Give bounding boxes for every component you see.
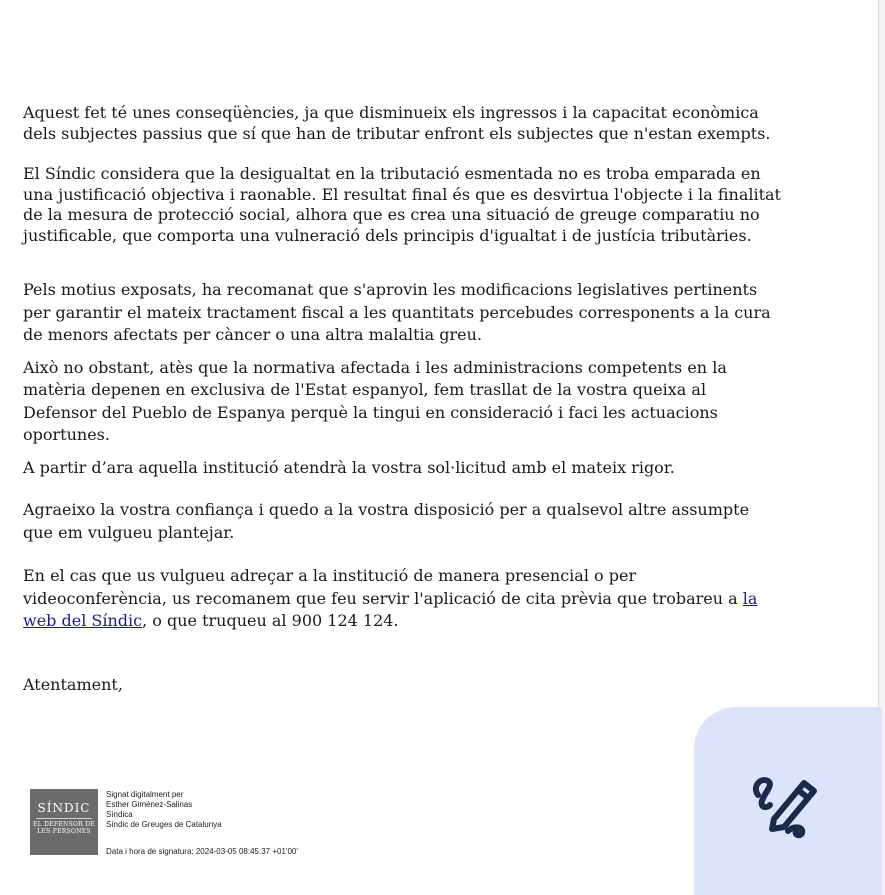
digital-signature-block [106,790,222,830]
closing: Atentament, [23,674,123,694]
sindic-web-link[interactable]: la web del Síndic [23,588,758,630]
signature-role: Síndica [106,810,133,819]
edit-pen-icon [752,767,824,839]
logo-divider [36,818,92,819]
paragraph-consequences: Aquest fet té unes conseqüències, ja que disminueix els ingressos i la capacitat econòmica dels subjectes passius que sí que han de tributar enfront els subjectes que n'estan exempts. [23,103,771,143]
paragraph-rigor: A partir d’ara aquella institució atendrà la vostra sol·licitud amb el mateix rigor. [23,457,675,477]
logo-tagline: EL DEFENSOR DE LES PERSONES [32,821,96,835]
signature-line: Signat digitalment per [106,790,184,799]
paragraph-contact-phone: , o que truqueu al 900 124 124. [142,611,399,630]
letter-body [23,103,783,696]
paragraph-contact-text: En el cas que us vulgueu adreçar a la institució de manera presencial o per videoconferència, us recomanem que feu servir l'aplicació de cita prèvia que trobareu a [23,566,743,608]
sindic-logo [30,789,98,855]
signature-institution: Síndic de Greuges de Catalunya [106,820,222,829]
logo-brand: SÍNDIC [37,801,91,815]
paragraph-recommendation: Pels motius exposats, ha recomanat que s'aprovin les modificacions legislatives pertinents per garantir el mateix tractament fiscal a les quantitats percebudes corresponents a la cura de menors afectats per càncer o una altra malaltia greu. [23,280,771,344]
annotate-button[interactable] [694,707,882,895]
paragraph-transfer: Això no obstant, atès que la normativa afectada i les administracions competents en la matèria depenen en exclusiva de l'Estat espanyol, fem trasllat de la vostra queixa al Defensor del Pueblo de Espanya perquè la tingui en consideració i faci les actuacions oportunes. [23,357,727,444]
paragraph-sindic-considers: El Síndic considera que la desigualtat en la tributació esmentada no es troba emparada en una justificació objectiva i raonable. El resultat final és que es desvirtua l'objecte i la finalitat de la mesura de protecció social, alhora que es crea una situació de greuge comparatiu no justificable, que comporta una vulneració dels principis d'igualtat i de justícia tributàries. [23,164,781,245]
paragraph-thanks: Agraeixo la vostra confiança i quedo a la vostra disposició per a qualsevol altre assumpte que em vulgueu plantejar. [23,500,750,542]
signature-name: Esther Giménez-Salinas [106,800,193,809]
paragraph-contact [23,565,783,633]
signature-date: Data i hora de signatura: 2024-03-05 08:45:37 +01'00' [106,847,298,856]
